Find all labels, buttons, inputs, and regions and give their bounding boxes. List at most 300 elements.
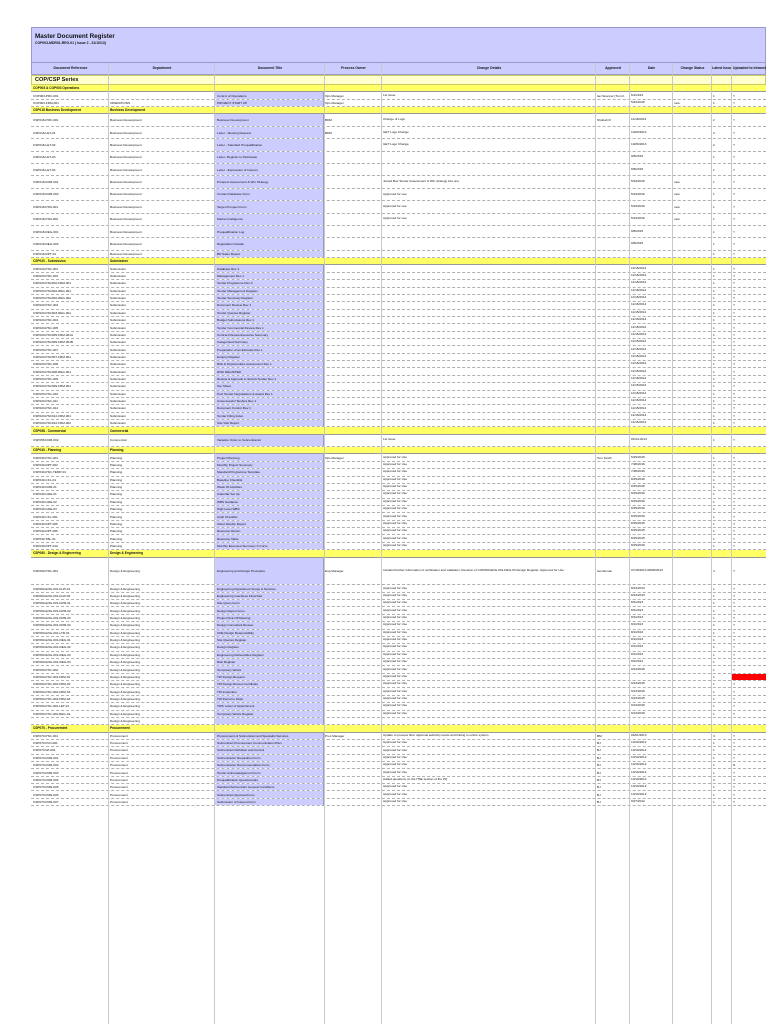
cell-department: Planning [110, 470, 123, 475]
cell-latest-issue: 1 [713, 638, 715, 643]
table-row[interactable] [31, 302, 766, 309]
table-row[interactable] [31, 288, 766, 295]
cell-process-owner [325, 376, 380, 382]
cell-department: Submission [110, 325, 126, 330]
cell-doc-title: Database Rev 1 [214, 265, 324, 271]
table-row[interactable] [31, 521, 766, 528]
cell-date: 5/23/2016 [631, 191, 645, 196]
cell-change-status [674, 288, 710, 294]
cell-change-details: Joined Bus Tender Assessment & Win strategy into one [383, 179, 459, 184]
cell-doc-title: TW Design Request [214, 674, 324, 680]
cell-process-owner [325, 339, 380, 345]
cell-department: Submission [110, 384, 126, 389]
col-doc-title[interactable]: Document Title [257, 65, 283, 70]
table-row[interactable] [31, 391, 766, 398]
cell-department: Design & Engineering [110, 586, 140, 591]
cell-doc-ref: CSP070-FRM-004 [33, 777, 59, 782]
cell-latest-issue: 1 [713, 630, 715, 635]
table-row[interactable] [31, 420, 766, 427]
cell-date: 8/1/2013 [631, 644, 644, 649]
table-row[interactable] [31, 681, 766, 688]
cell-uploaded: Y [733, 616, 736, 620]
table-row[interactable] [31, 100, 766, 107]
cell-date: 5/23/2016 [631, 216, 645, 221]
table-row[interactable] [31, 688, 766, 695]
cell-date: 11/15/2014 [631, 265, 647, 270]
cell-latest-issue: 2 [713, 777, 715, 782]
cell-process-owner [325, 201, 380, 212]
cell-doc-ref: CSP040-RPT-002 [33, 463, 58, 467]
cell-latest-issue: 1 [713, 413, 715, 418]
table-row[interactable] [31, 484, 766, 491]
cell-uploaded: Y [733, 384, 736, 389]
cell-doc-ref: CSP060-PSC-001 [33, 568, 59, 573]
cell-doc-ref: CSP020-PSC012-FRM-001 [33, 413, 71, 418]
cell-approved [597, 499, 628, 505]
cell-doc-ref: CSP018-REG-001 [33, 229, 59, 234]
cell-department: Planning [110, 529, 123, 534]
cell-doc-ref: CSP018-FRM-002 [33, 192, 59, 197]
cell-change-status [674, 622, 710, 628]
cell-change-status [674, 791, 710, 797]
cell-department: Business Development [110, 192, 142, 197]
cell-approved [597, 637, 628, 643]
section-row[interactable] [31, 447, 766, 454]
cell-change-details: Approved for Use [383, 600, 408, 605]
cell-doc-title: Resource Return [214, 528, 324, 534]
table-row[interactable] [31, 696, 766, 703]
table-row[interactable] [31, 139, 766, 151]
cell-change-details: Approved for Use [383, 799, 408, 804]
cell-process-owner: Ops Manager [325, 93, 344, 98]
table-row[interactable] [31, 332, 766, 339]
cell-process-owner [325, 703, 380, 709]
table-row[interactable] [31, 189, 766, 201]
cell-process-owner [325, 469, 380, 475]
table-row[interactable] [31, 469, 766, 476]
cell-approved [597, 652, 628, 658]
cell-process-owner: BDM [325, 130, 332, 135]
table-row[interactable] [31, 92, 766, 99]
table-row[interactable] [31, 593, 766, 600]
cell-uploaded: Y [733, 514, 736, 519]
cell-doc-ref: CSP020-PSC007-FRM-001 [33, 354, 71, 359]
cell-doc-title: Prequalification Questionnaire [214, 777, 324, 783]
cell-uploaded [731, 674, 766, 680]
table-row[interactable] [31, 652, 766, 659]
table-row[interactable] [31, 214, 766, 226]
cell-uploaded: Y [733, 391, 736, 396]
table-row[interactable] [31, 637, 766, 644]
table-row[interactable] [31, 740, 766, 747]
table-row[interactable] [31, 383, 766, 390]
cell-doc-ref: CSP060-PSC-002-REG-01 [33, 711, 71, 716]
cell-doc-title: TW Permit to Work [214, 696, 324, 702]
table-row[interactable] [31, 376, 766, 383]
section-row[interactable] [31, 427, 766, 434]
cell-uploaded: Y [733, 204, 736, 209]
col-department[interactable]: Department [152, 65, 172, 70]
cell-change-details [383, 265, 593, 271]
cell-uploaded: Y [733, 266, 736, 271]
cell-date: 8/1/2013 [631, 607, 644, 612]
table-row[interactable] [31, 791, 766, 798]
cell-change-status [674, 346, 710, 352]
table-row[interactable] [31, 607, 766, 614]
cell-date: 11/15/2014 [631, 273, 647, 278]
col-process-owner[interactable]: Process Owner [341, 65, 366, 70]
col-approved[interactable]: Approved [605, 65, 621, 70]
cell-uploaded: Y [733, 217, 736, 222]
col-date[interactable]: Date [647, 65, 656, 70]
table-row[interactable] [31, 295, 766, 302]
cell-uploaded: Y [733, 192, 736, 197]
cell-process-owner [325, 435, 380, 446]
cell-department: Planning [110, 477, 123, 482]
cell-process-owner [325, 273, 380, 279]
cell-change-status [674, 740, 710, 746]
cell-approved [597, 585, 628, 591]
table-row[interactable] [31, 435, 766, 447]
table-row[interactable] [31, 317, 766, 324]
table-row[interactable] [31, 513, 766, 520]
cell-change-status [674, 383, 710, 389]
cell-doc-ref: CSP060-PSC-002-LET-01 [33, 704, 70, 709]
col-change-details[interactable]: Change Details [476, 65, 502, 70]
table-row[interactable] [31, 733, 766, 740]
cell-department: Submission [110, 406, 126, 411]
table-row[interactable] [31, 674, 766, 681]
table-row[interactable] [31, 251, 766, 258]
cell-change-details: Approved for Use [383, 498, 408, 503]
series-banner [31, 75, 766, 85]
cell-process-owner [325, 176, 380, 187]
cell-change-status [674, 696, 710, 702]
cell-change-details: Included further information of verification and validation. Revision of COP060-ENG-001-REG-03 Design Register. Approved for Use [383, 567, 564, 572]
col-latest-issue[interactable]: Latest Issue [712, 65, 732, 70]
cell-change-status [674, 368, 710, 374]
cell-change-status [674, 784, 710, 790]
section-code: CSP058 - Commercial [33, 428, 66, 433]
table-row[interactable] [31, 747, 766, 754]
cell-doc-title: Top Sheet [214, 383, 324, 389]
cell-department: Business Development [110, 229, 142, 234]
cell-department: Procurement [110, 748, 128, 753]
table-row[interactable] [31, 354, 766, 361]
cell-process-owner [325, 346, 380, 352]
table-row[interactable] [31, 324, 766, 331]
cell-latest-issue: 1 [713, 399, 715, 404]
cell-uploaded: Y [733, 130, 736, 135]
cell-date: 11/15/2014 [631, 280, 647, 285]
cell-doc-title: Project Kick-Off Meeting [214, 615, 324, 621]
section-row[interactable] [31, 258, 766, 265]
cell-doc-ref: CSP040-CKL-01 [33, 477, 57, 482]
table-row[interactable] [31, 558, 766, 586]
cell-process-owner [325, 666, 380, 672]
cell-doc-title: Budget Submissions Rev 1 [214, 317, 324, 323]
cell-process-owner [325, 499, 380, 505]
column-header-row [31, 63, 766, 75]
table-row[interactable] [31, 413, 766, 420]
cell-date: 11/15/2014 [631, 339, 647, 344]
cell-date: 11/15/2014 [631, 361, 647, 366]
cell-change-details: Approved for Use [383, 747, 408, 752]
cell-approved [597, 630, 628, 636]
cell-department: Design & Engineering [110, 674, 140, 679]
cell-latest-issue: 1 [713, 507, 715, 512]
cell-change-status [674, 354, 710, 360]
cell-latest-issue: 1 [713, 384, 715, 389]
cell-uploaded: Y [733, 229, 736, 234]
cell-process-owner [325, 189, 380, 200]
table-row[interactable] [31, 405, 766, 412]
cell-latest-issue: 1 [713, 100, 715, 105]
cell-date: 10/26/2013 [631, 141, 647, 146]
section-row[interactable] [31, 725, 766, 732]
table-row[interactable] [31, 777, 766, 784]
table-row[interactable] [31, 784, 766, 791]
cell-doc-ref: CSP060-ENG-001-REG-04 [33, 660, 71, 665]
table-row[interactable] [31, 339, 766, 346]
cell-doc-ref: CSP020-PSC005-FRM-001A [33, 332, 74, 337]
table-row[interactable] [31, 226, 766, 238]
table-row[interactable] [31, 361, 766, 368]
cell-doc-ref: CSP018-LET-04 [33, 167, 56, 172]
table-row[interactable] [31, 127, 766, 139]
table-row[interactable] [31, 762, 766, 769]
cell-process-owner [325, 630, 380, 636]
cell-date: 11/15/2014 [631, 302, 647, 307]
table-row[interactable] [31, 711, 766, 718]
col-change-status[interactable]: Change Status [680, 65, 705, 70]
cell-change-status [674, 799, 710, 805]
cell-uploaded: Y [733, 682, 736, 687]
cell-department: Planning [110, 463, 123, 467]
table-row[interactable] [31, 368, 766, 375]
cell-change-details: Approved for Use [383, 629, 408, 634]
cell-latest-issue: 1 [713, 281, 715, 286]
cell-process-owner [325, 332, 380, 338]
table-row[interactable] [31, 769, 766, 776]
table-row[interactable] [31, 462, 766, 469]
cell-doc-ref: CSP040-GDE-03 [33, 507, 57, 512]
cell-approved [597, 711, 628, 717]
cell-department: Submission [110, 266, 126, 271]
table-row[interactable] [31, 176, 766, 188]
col-uploaded[interactable]: Uploaded to Intranet [733, 65, 766, 70]
cell-doc-ref: CSP040-GDE-02 [33, 499, 57, 504]
cell-latest-issue: 1 [713, 406, 715, 411]
section-row[interactable] [31, 85, 766, 92]
cell-department: Submission [110, 421, 126, 426]
cell-change-details: Approved for Use [383, 622, 408, 627]
table-row[interactable] [31, 718, 766, 725]
cell-doc-title: Subcontract Definition and Control [214, 747, 324, 753]
cell-change-details: Approved for Use [383, 696, 408, 700]
cell-department: Design & Engineering [110, 689, 140, 694]
table-row[interactable] [31, 615, 766, 622]
cell-latest-issue: 1 [713, 347, 715, 352]
table-row[interactable] [31, 666, 766, 673]
section-department: Planning [110, 448, 124, 453]
table-row[interactable] [31, 659, 766, 666]
cell-uploaded: Y [733, 799, 736, 804]
cell-change-details: Approved for Use [383, 644, 408, 649]
table-row[interactable] [31, 238, 766, 250]
table-row[interactable] [31, 152, 766, 164]
cell-date: 10/26/2013 [631, 129, 647, 134]
table-row[interactable] [31, 755, 766, 762]
cell-process-owner [325, 139, 380, 150]
table-row[interactable] [31, 535, 766, 542]
cell-date: 6/1/2013 [631, 92, 644, 97]
cell-date: 8/13/2013 [631, 592, 645, 597]
cell-doc-title: Document Control Rev 1 [214, 405, 324, 411]
cell-approved [597, 420, 628, 426]
table-row[interactable] [31, 273, 766, 280]
cell-department: Business Development [110, 180, 142, 185]
cell-doc-title: Project Planning [214, 454, 324, 460]
cell-change-status [674, 435, 710, 446]
cell-process-owner [325, 513, 380, 519]
cell-change-details [383, 346, 593, 352]
table-row[interactable] [31, 644, 766, 651]
section-department: Procurement [110, 726, 130, 731]
table-row[interactable] [31, 703, 766, 710]
cell-process-owner [325, 354, 380, 360]
cell-change-details [383, 339, 593, 345]
cell-department: Procurement [110, 785, 128, 790]
cell-latest-issue: 1 [713, 652, 715, 657]
cell-doc-ref: CSP070-FRM-003 [33, 770, 59, 775]
cell-approved: BJ [597, 741, 601, 746]
cell-date: 8/1/2013 [631, 659, 644, 664]
cell-change-details: Approved for Use [383, 592, 408, 597]
column-divider [595, 63, 596, 1024]
table-row[interactable] [31, 477, 766, 484]
cell-department: Procurement [110, 792, 128, 797]
cell-date: 8/15/2016 [631, 528, 645, 533]
cell-change-status [674, 295, 710, 301]
table-row[interactable] [31, 600, 766, 607]
cell-process-owner: BDM [325, 118, 332, 123]
column-divider [108, 63, 109, 1024]
cell-change-status [674, 413, 710, 419]
cell-doc-title: PROJECT START UP [214, 100, 324, 106]
cell-process-owner [325, 391, 380, 397]
cell-date: 11/15/2014 [631, 383, 647, 388]
table-row[interactable] [31, 585, 766, 592]
table-row[interactable] [31, 164, 766, 176]
cell-approved [597, 189, 628, 200]
cell-department: Planning [110, 521, 123, 526]
table-row[interactable] [31, 114, 766, 126]
cell-department: Planning [110, 492, 123, 497]
cell-latest-issue: 1 [713, 696, 715, 701]
cell-date: 9/8/2015 [631, 228, 644, 233]
cell-process-owner [325, 528, 380, 534]
cell-uploaded: Y [733, 623, 736, 628]
cell-process-owner [325, 383, 380, 389]
cell-date: 8/1/2013 [631, 629, 644, 634]
cell-doc-title: Prospect Assessment & Win Strategy [214, 176, 324, 187]
cell-change-details: Added questions on the HSE section of the PQ [383, 776, 448, 781]
cell-change-details: Approved for Use [383, 703, 408, 708]
table-row[interactable] [31, 346, 766, 353]
table-row[interactable] [31, 265, 766, 272]
cell-department: Design & Engineering [110, 682, 140, 687]
table-row[interactable] [31, 280, 766, 287]
section-row[interactable] [31, 107, 766, 114]
cell-approved: Gentleman [597, 568, 613, 573]
table-row[interactable] [31, 799, 766, 806]
cell-approved: BJ [597, 792, 601, 797]
col-doc-ref[interactable]: Document Reference [53, 65, 88, 70]
cell-process-owner [325, 747, 380, 753]
cell-uploaded: Y [733, 777, 736, 782]
table-row[interactable] [31, 506, 766, 513]
cell-change-details: Approved for Use [383, 769, 408, 774]
table-row[interactable] [31, 398, 766, 405]
table-row[interactable] [31, 454, 766, 461]
cell-uploaded: Y [733, 601, 736, 606]
cell-change-status [674, 238, 710, 249]
cell-department: Business Development [110, 142, 142, 147]
cell-department: Design & Engineering [110, 623, 140, 628]
cell-doc-title: RISK REGISTER [214, 368, 324, 374]
cell-uploaded: Y [733, 296, 736, 301]
cell-date: 10/10/2012 [631, 784, 647, 789]
cell-uploaded: Y [733, 438, 736, 443]
cell-process-owner [325, 288, 380, 294]
cell-change-status [674, 152, 710, 163]
cell-latest-issue: 1 [713, 217, 715, 222]
cell-change-status [674, 585, 710, 591]
cell-change-status [674, 593, 710, 599]
cell-change-status [674, 265, 710, 271]
cell-change-details: Approved for Use [383, 637, 408, 642]
table-row[interactable] [31, 499, 766, 506]
cell-latest-issue: 1 [713, 514, 715, 519]
cell-uploaded: Y [733, 332, 736, 337]
cell-change-details: Approved for Use [383, 615, 408, 620]
cell-department: Design & Engineering [110, 667, 140, 672]
section-row[interactable] [31, 550, 766, 557]
table-row[interactable] [31, 630, 766, 637]
cell-doc-title: Tender Filing Index [214, 413, 324, 419]
table-row[interactable] [31, 543, 766, 550]
cell-change-details: Approved for Use [383, 673, 408, 678]
cell-approved [597, 383, 628, 389]
cell-department: Design & Engineering [110, 601, 140, 606]
cell-date: 11/15/2014 [631, 412, 647, 417]
table-row[interactable] [31, 310, 766, 317]
cell-doc-title: Baseline Checklist [214, 477, 324, 483]
cell-date: 8/1/2013 [631, 651, 644, 656]
cell-doc-ref: CSP020-PSC-002 [33, 273, 59, 278]
table-row[interactable] [31, 528, 766, 535]
table-row[interactable] [31, 201, 766, 213]
table-row[interactable] [31, 622, 766, 629]
cell-approved [597, 176, 628, 187]
cell-date: 9/13/2016 [631, 681, 645, 686]
cell-latest-issue: 2 [713, 130, 715, 135]
table-row[interactable] [31, 491, 766, 498]
cell-date: 9/8/2015 [631, 166, 644, 171]
register-table [31, 85, 766, 806]
cell-doc-title: Design Register [214, 644, 324, 650]
